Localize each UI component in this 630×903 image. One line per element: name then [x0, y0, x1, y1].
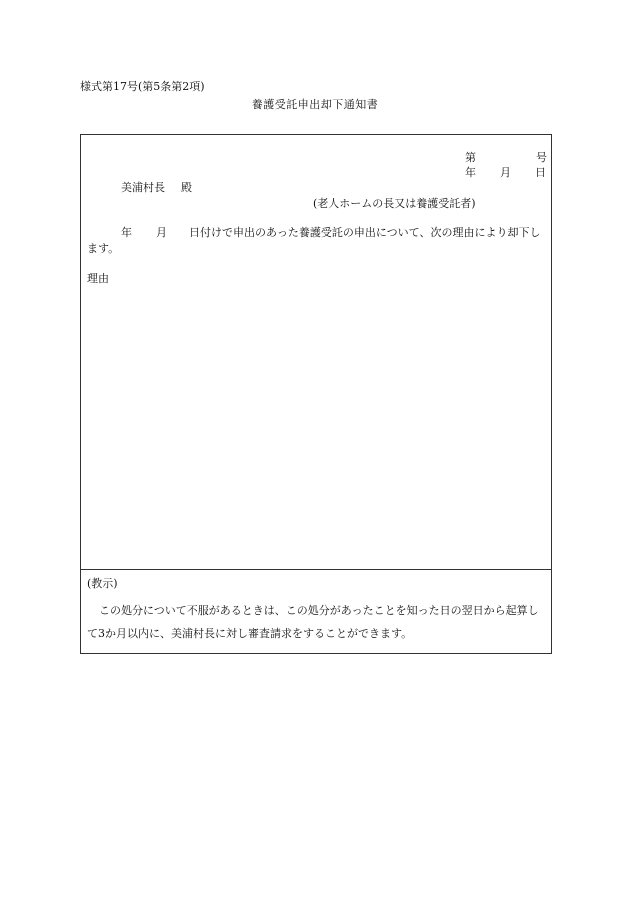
issue-date-line	[465, 166, 546, 181]
body-year: 年	[121, 226, 132, 239]
date-day: 日	[535, 166, 546, 179]
sender-note: (老人ホームの長又は養護受託者)	[313, 197, 476, 210]
addressee-honorific: 殿	[181, 181, 192, 194]
addressee-line	[121, 181, 192, 196]
document-title: 養護受託申出却下通知書	[251, 98, 379, 111]
document-number-line	[465, 151, 547, 166]
instruction-text: この処分について不服があるときは、この処分があったことを知った日の翌日から起算して3か月以内に、美浦村長に対し審査請求をすることができます。	[87, 604, 539, 640]
date-year: 年	[465, 166, 476, 179]
rejection-statement	[87, 225, 547, 257]
number-suffix: 号	[536, 151, 547, 164]
section-divider	[81, 569, 551, 570]
addressee-name: 美浦村長	[121, 181, 165, 194]
body-text: 日付けで申出のあった養護受託の申出について、次の理由により却下します。	[87, 226, 541, 255]
reason-label: 理由	[87, 272, 109, 285]
number-prefix: 第	[465, 151, 476, 164]
body-month: 月	[156, 226, 167, 239]
date-month: 月	[500, 166, 511, 179]
instruction-heading: (教示)	[87, 577, 118, 590]
instruction-text-block	[87, 600, 549, 645]
form-number-label: 様式第17号(第5条第2項)	[80, 80, 205, 93]
notice-form-frame	[80, 134, 552, 654]
